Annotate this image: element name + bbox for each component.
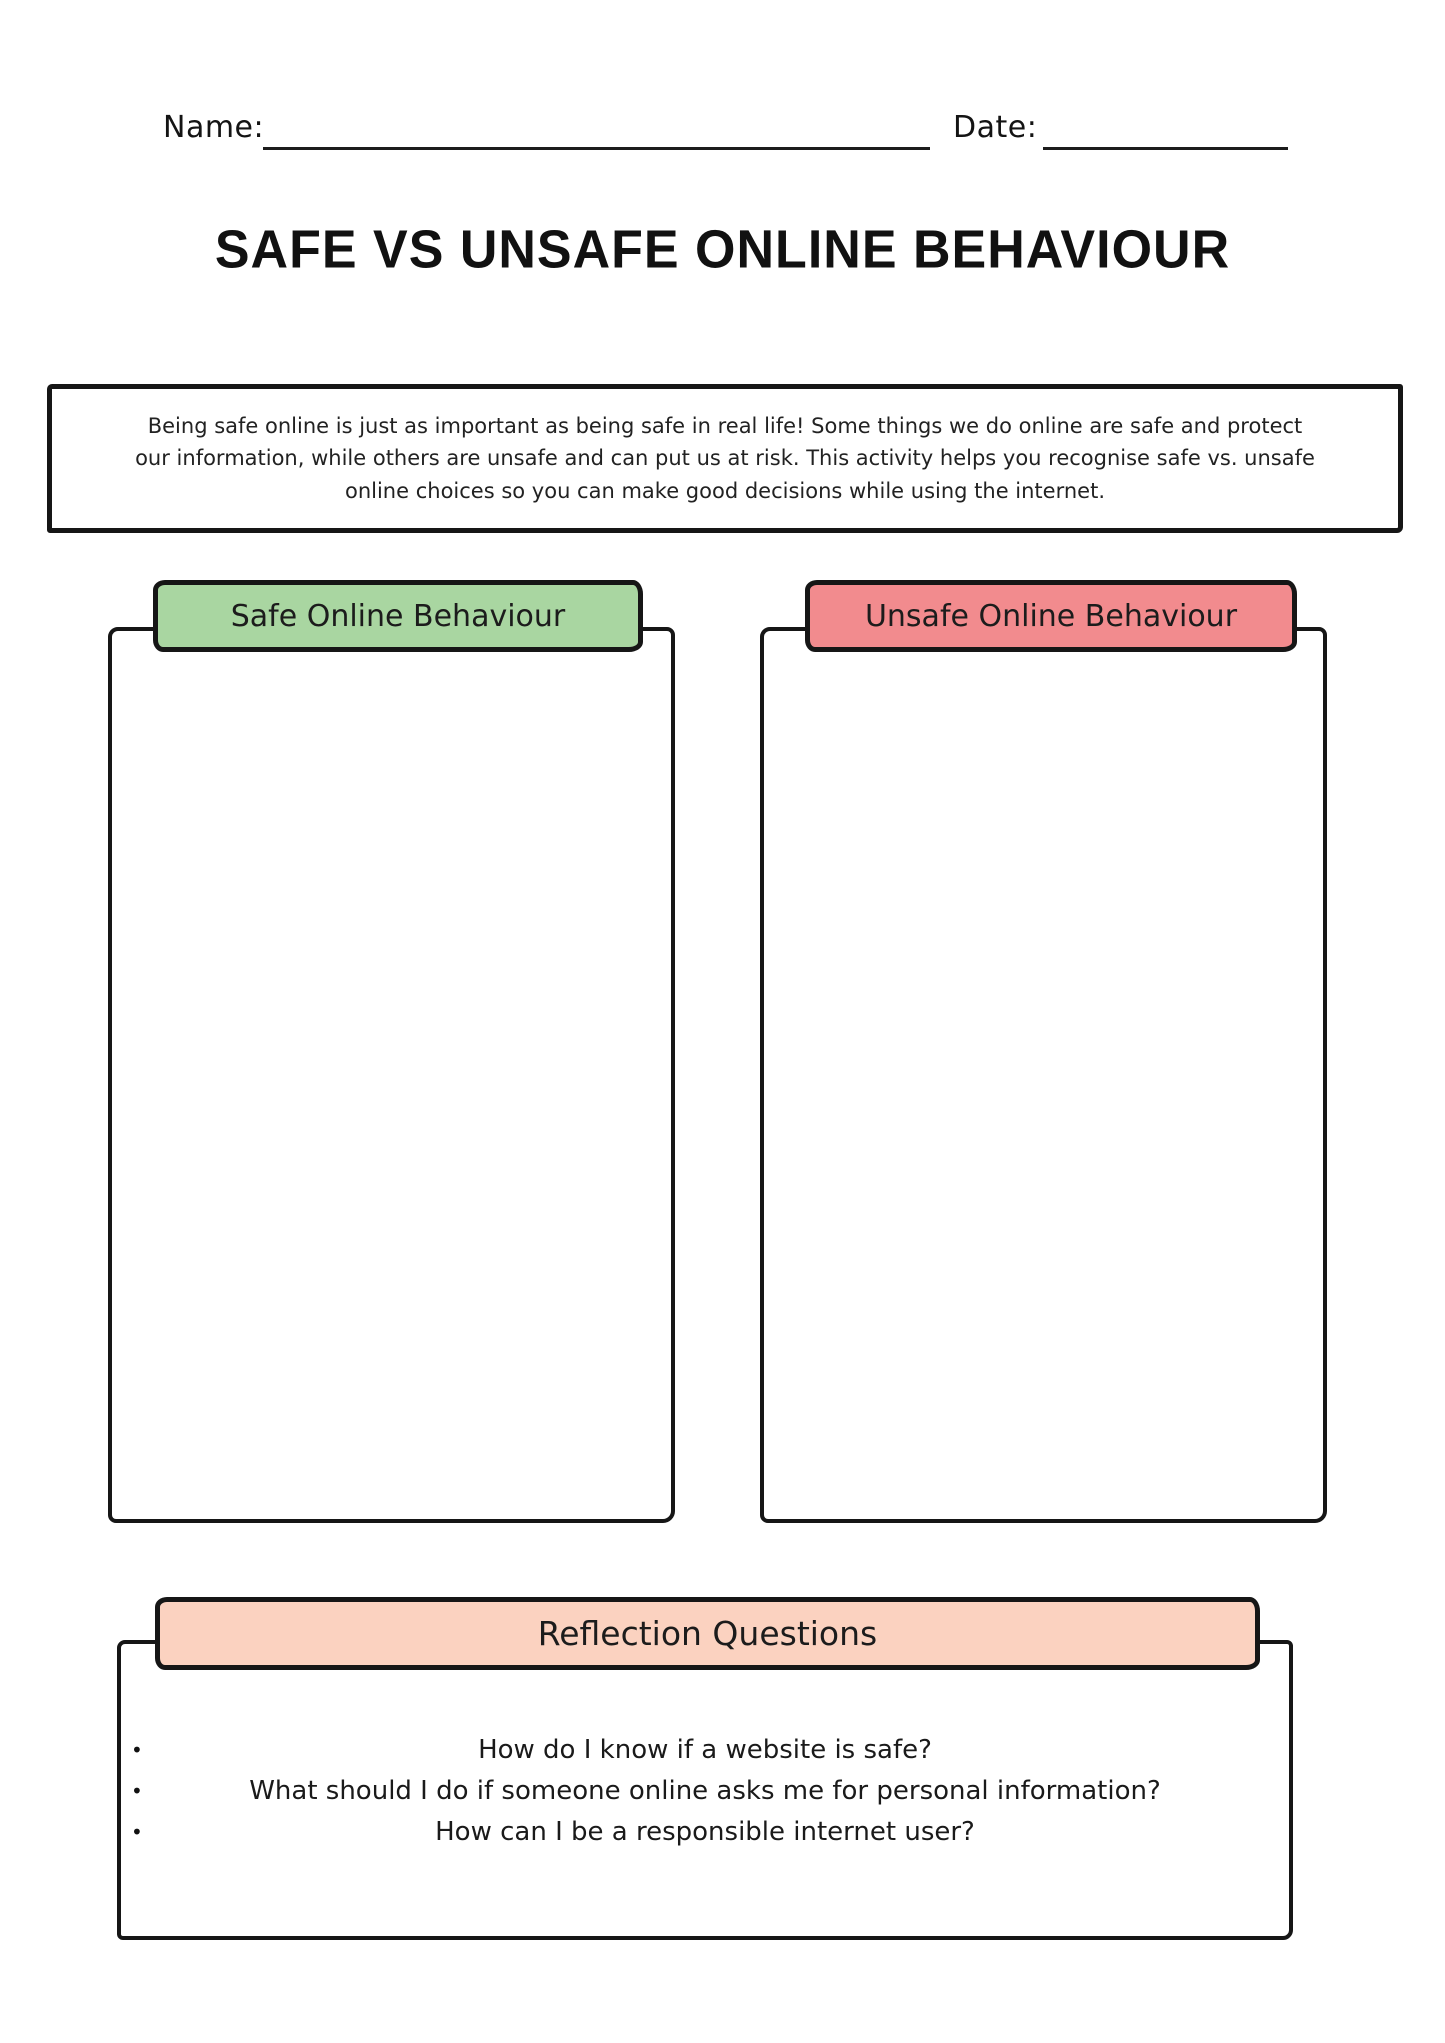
name-label: Name: [163,110,265,145]
reflection-question [117,1730,1293,1771]
safe-behaviour-writing-area[interactable] [108,627,675,1523]
date-input-line[interactable] [1043,147,1288,150]
unsafe-column-header [805,580,1297,652]
bullet-icon: • [131,1779,143,1803]
intro-box [47,384,1403,533]
reflection-question-text: What should I do if someone online asks me for personal information? [249,1776,1161,1806]
reflection-question [117,1771,1293,1812]
reflection-question-text: How do I know if a website is safe? [478,1735,932,1765]
reflection-question [117,1812,1293,1853]
intro-text: Being safe online is just as important as being safe in real life! Some things we do online are safe and protect our information, while others are unsafe and can put us at risk. This activity helps you recognise safe vs. unsafe online choices so you can make good decisions while using the internet. [135,413,1315,503]
reflection-header [155,1597,1260,1670]
safe-column-label: Safe Online Behaviour [230,598,566,634]
page-title: SAFE VS UNSAFE ONLINE BEHAVIOUR [214,220,1231,280]
unsafe-behaviour-writing-area[interactable] [760,627,1327,1523]
safe-column-header [153,580,643,652]
date-label: Date: [953,110,1038,145]
reflection-questions-list [117,1730,1293,1853]
reflection-header-label: Reflection Questions [537,1614,878,1653]
bullet-icon: • [131,1738,143,1762]
bullet-icon: • [131,1820,143,1844]
reflection-question-text: How can I be a responsible internet user? [435,1817,975,1847]
name-input-line[interactable] [263,147,930,150]
unsafe-column-label: Unsafe Online Behaviour [864,598,1238,634]
